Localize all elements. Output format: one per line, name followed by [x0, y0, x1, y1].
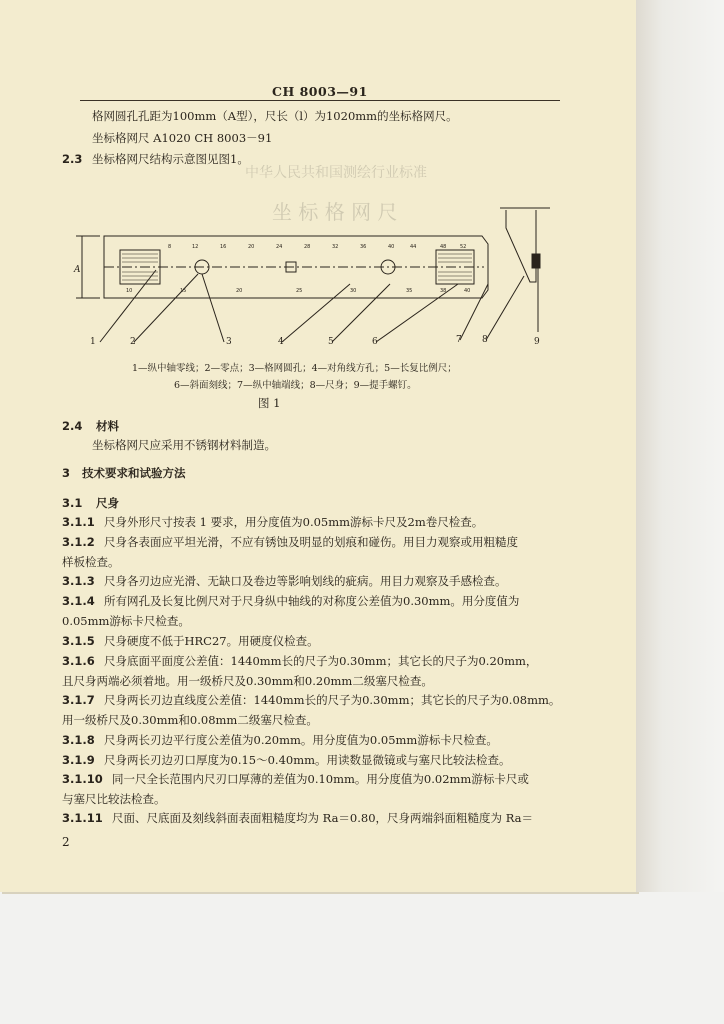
figure-legend-line-2: 6—斜面刻线；7—纵中轴端线；8—尺身；9—提手螺钉。 [174, 380, 417, 391]
section-2-4-title: 材料 [96, 419, 119, 433]
callout-7: 7 [456, 335, 462, 345]
callout-3: 3 [226, 337, 232, 347]
item-3-1-8-line-1: 尺身两长刃边平行度公差值为0.20mm。用分度值为0.05mm游标卡尺检查。 [104, 733, 498, 747]
item-3-1-7-number: 3.1.7 [62, 693, 95, 707]
item-3-1-3-number: 3.1.3 [62, 574, 95, 588]
section-3-1-title: 尺身 [96, 496, 119, 510]
leader-1 [100, 270, 156, 342]
item-3-1-6-line-1: 尺身底面平面度公差值：1440mm长的尺子为0.30mm；其它长的尺子为0.20mm， [104, 654, 538, 668]
top-tick-5: 28 [304, 244, 311, 250]
intro-line-1: 格网圆孔孔距为100mm（A型），尺长（l）为1020mm的坐标格网尺。 [92, 109, 458, 123]
item-3-1-2-line-1: 尺身各表面应平坦光滑，不应有锈蚀及明显的划痕和碰伤。用目力观察或用粗糙度 [104, 535, 518, 549]
top-tick-2: 16 [220, 244, 227, 250]
top-tick-7: 36 [360, 244, 367, 250]
item-3-1-3-line-1: 尺身各刃边应光滑、无缺口及卷边等影响划线的疵病。用目力观察及手感检查。 [104, 574, 507, 588]
item-3-1-7-line-2: 用一级桥尺及0.30mm和0.08mm二级塞尺检查。 [62, 713, 318, 727]
top-tick-3: 20 [248, 244, 255, 250]
item-3-1-4-line-1: 所有网孔及长复比例尺对于尺身纵中轴线的对称度公差值为0.30mm。用分度值为 [104, 594, 520, 608]
top-tick-6: 32 [332, 244, 339, 250]
bottom-tick-7: 40 [464, 288, 471, 294]
item-3-1-6-number: 3.1.6 [62, 654, 95, 668]
page-gutter [636, 0, 724, 892]
bottom-tick-0: 10 [126, 288, 133, 294]
item-3-1-10-line-1: 同一尺全长范围内尺刃口厚薄的差值为0.10mm。用分度值为0.02mm游标卡尺或 [112, 772, 529, 786]
bottom-tick-2: 20 [236, 288, 243, 294]
callout-4: 4 [278, 337, 284, 347]
item-3-1-9-line-1: 尺身两长刃边刃口厚度为0.15～0.40mm。用读数显微镜或与塞尺比较法检查。 [104, 753, 511, 767]
top-tick-8: 40 [388, 244, 395, 250]
section-3-title: 技术要求和试验方法 [82, 466, 186, 480]
top-tick-1: 12 [192, 244, 199, 250]
section-2-3-text: 坐标格网尺结构示意图见图1。 [92, 152, 249, 166]
item-3-1-11-number: 3.1.11 [62, 811, 103, 825]
bottom-tick-1: 15 [180, 288, 187, 294]
top-tick-9: 44 [410, 244, 417, 250]
item-3-1-5-line-1: 尺身硬度不低于HRC27。用硬度仪检查。 [104, 634, 319, 648]
item-3-1-9-number: 3.1.9 [62, 753, 95, 767]
top-tick-10: 48 [440, 244, 447, 250]
section-2-4-number: 2.4 [62, 419, 83, 433]
section-2-3-number: 2.3 [62, 152, 83, 166]
section-3-number: 3 [62, 466, 71, 480]
top-tick-11: 52 [460, 244, 467, 250]
dimension-a-label: A [74, 265, 81, 275]
item-3-1-10-number: 3.1.10 [62, 772, 103, 786]
intro-line-2: 坐标格网尺 A1020 CH 8003－91 [92, 131, 273, 145]
figure-1 [60, 192, 560, 352]
section-2-4-body: 坐标格网尺应采用不锈钢材料制造。 [92, 438, 276, 452]
leader-5 [332, 284, 390, 342]
item-3-1-4-line-2: 0.05mm游标卡尺检查。 [62, 614, 190, 628]
callout-8: 8 [482, 335, 488, 345]
section-3-1-number: 3.1 [62, 496, 83, 510]
page-number: 2 [62, 835, 70, 849]
item-3-1-2-line-2: 样板检查。 [62, 555, 120, 569]
figure-caption: 图 1 [258, 396, 281, 410]
figure-legend-line-1: 1—纵中轴零线；2—零点；3—格网圆孔；4—对角线方孔；5—长复比例尺； [132, 363, 457, 374]
item-3-1-8-number: 3.1.8 [62, 733, 95, 747]
leader-3 [202, 274, 224, 342]
bottom-tick-5: 35 [406, 288, 413, 294]
bleed-through-title: 中华人民共和国测绘行业标准 [245, 165, 427, 181]
leader-8 [486, 276, 524, 340]
item-3-1-10-line-2: 与塞尺比较法检查。 [62, 792, 166, 806]
callout-2: 2 [130, 337, 136, 347]
item-3-1-1-line-1: 尺身外形尺寸按表 1 要求，用分度值为0.05mm游标卡尺及2m卷尺检查。 [104, 515, 484, 529]
item-3-1-6-line-2: 且尺身两端必须着地。用一级桥尺及0.30mm和0.20mm二级塞尺检查。 [62, 674, 433, 688]
callout-1: 1 [90, 337, 96, 347]
bleed-through-subtitle: 坐 标 格 网 尺 [272, 200, 398, 224]
item-3-1-11-line-1: 尺面、尺底面及刻线斜面表面粗糙度均为 Ra＝0.80，尺身两端斜面粗糙度为 Ra＝ [112, 811, 533, 825]
item-3-1-2-number: 3.1.2 [62, 535, 95, 549]
header-rule [80, 100, 560, 101]
callout-6: 6 [372, 337, 378, 347]
item-3-1-4-number: 3.1.4 [62, 594, 95, 608]
bottom-tick-6: 38 [440, 288, 447, 294]
item-3-1-7-line-1: 尺身两长刃边直线度公差值：1440mm长的尺子为0.30mm；其它长的尺子为0.08mm。 [104, 693, 561, 707]
item-3-1-5-number: 3.1.5 [62, 634, 95, 648]
leader-4 [282, 284, 350, 342]
end-section-view [506, 210, 536, 282]
item-3-1-1-number: 3.1.1 [62, 515, 95, 529]
top-tick-4: 24 [276, 244, 283, 250]
standard-header: CH 8003—91 [272, 84, 368, 99]
ruler-diagram [60, 192, 560, 352]
bottom-tick-4: 30 [350, 288, 357, 294]
bottom-tick-3: 25 [296, 288, 303, 294]
callout-5: 5 [328, 337, 334, 347]
callout-9: 9 [534, 337, 540, 347]
handle-screw [532, 254, 540, 268]
top-tick-0: 8 [168, 244, 172, 250]
